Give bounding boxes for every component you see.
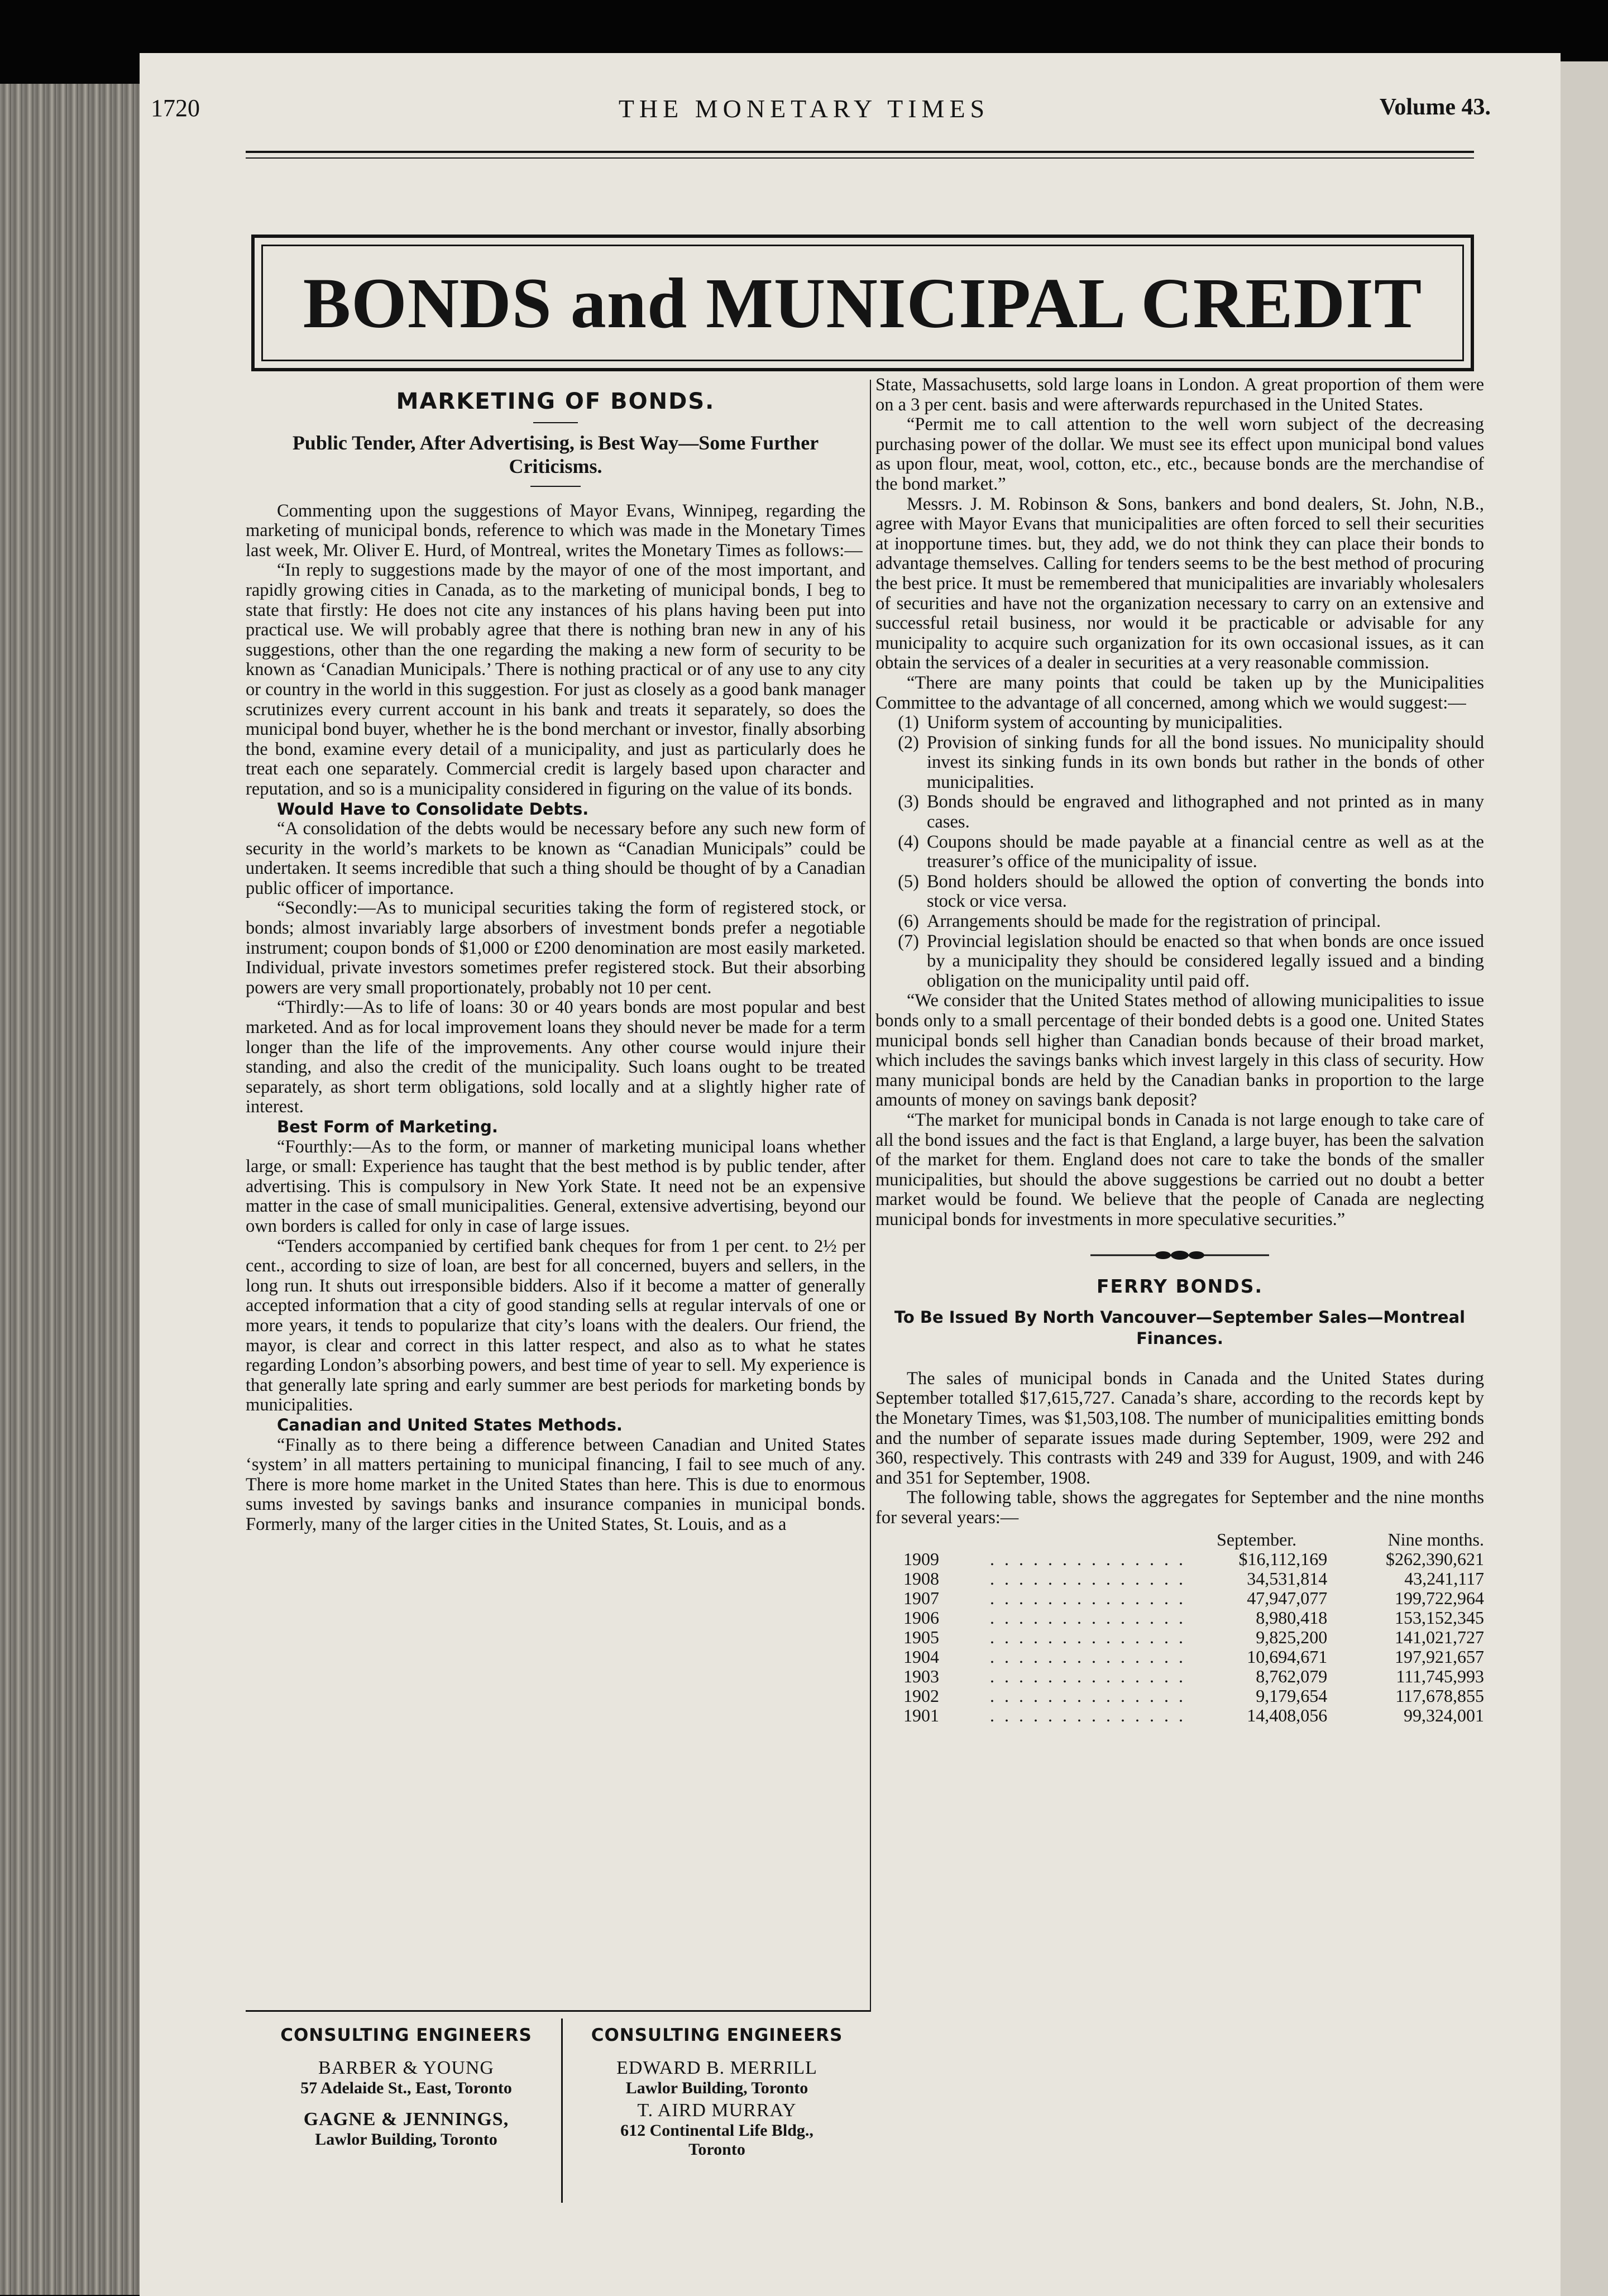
suggestion-list (875, 713, 1484, 991)
leader-dots: . . . . . . . . . . . . . . (990, 1706, 1186, 1726)
article-subtitle: To Be Issued By North Vancouver—September Sales—Montreal Finances. (894, 1307, 1466, 1348)
september-value: 8,762,079 (1256, 1666, 1328, 1687)
column-header-nine-months: Nine months. (1387, 1529, 1484, 1550)
leader-dots: . . . . . . . . . . . . . . (990, 1686, 1186, 1706)
paragraph: The following table, shows the aggregates for September and the nine months for several years:— (875, 1487, 1484, 1528)
september-value: 34,531,814 (1247, 1568, 1328, 1589)
paragraph: State, Massachusetts, sold large loans in London. A great proportion of them were on a 3 per cent. basis and were afterwards repurchased in the United States. (875, 375, 1484, 415)
leader-dots: . . . . . . . . . . . . . . (990, 1589, 1186, 1609)
ad-right (563, 2018, 871, 2203)
subheading: Canadian and United States Methods. (277, 1415, 623, 1434)
article-title: MARKETING OF BONDS. (396, 389, 715, 414)
nine-months-value: 197,921,657 (1395, 1647, 1484, 1667)
header-rule-thin (246, 157, 1474, 159)
september-value: 14,408,056 (1247, 1705, 1328, 1726)
subtitle-dash (530, 486, 581, 487)
paragraph: “The market for municipal bonds in Canada is not large enough to take care of all the bond issues and the fact is that England, a large buyer, has been the salvation of the market for them. England does not care to take the bonds of the smaller municipalities, but should the above suggestions be carried out no doubt a better market would be found. We believe that the people of Canada are neglecting municipal bonds for investments in more speculative securities.” (875, 1109, 1484, 1230)
list-item: (6) Arrangements should be made for the registration of principal. (898, 911, 1381, 932)
nine-months-value: 43,241,117 (1404, 1568, 1484, 1589)
nine-months-value: 199,722,964 (1395, 1588, 1484, 1609)
paragraph: The sales of municipal bonds in Canada and the United States during September totalled $17,615,727. Canada’s share, according to the records kept by the Monetary Times, was $1,503,108. The number of municipalities emitting bonds and the number of separate issues made during September, 1909, were 292 and 360, respectively. This contrasts with 249 and 339 for August, 1909, and with 246 and 351 for September, 1908. (875, 1368, 1484, 1488)
paragraph: “Finally as to there being a difference between Canadian and United States ‘system’ in all matters pertaining to municipal financing, I fail to see much of any. There is more home market in the United States than here. This is due to enormous sums invested by savings banks and insurance companies in municipal bonds. Formerly, many of the larger cities in the United States, St. Louis, and as a (246, 1434, 865, 1534)
year-cell: 1904 (903, 1647, 939, 1667)
year-cell: 1903 (903, 1666, 939, 1687)
leader-dots: . . . . . . . . . . . . . . (990, 1647, 1186, 1667)
ad-firm-name: BARBER & YOUNG (318, 2058, 494, 2078)
section-ornament (875, 1245, 1484, 1265)
september-value: 47,947,077 (1247, 1588, 1328, 1609)
ad-address: 612 Continental Life Bldg., (620, 2121, 813, 2140)
header-rule (246, 151, 1474, 153)
table-row (875, 1569, 1484, 1589)
ad-address: Lawlor Building, Toronto (315, 2130, 497, 2149)
paragraph: “In reply to suggestions made by the mayor of one of the most important, and rapidly growing cities in Canada, as to the marketing of municipal bonds, I beg to state that firstly: He does not cite any instances of his plans having been put into practical use. We will probably agree that there is nothing bran new in any of his suggestions, other than the one regarding the making a new form of security to be known as ‘Canadian Municipals.’ There is nothing practical or of any use to any city or country in the world in this suggestion. For just as closely as a good bank manager scrutinizes every current account in his bank and treats it separately, so does the municipal bond buyer, whether he is the bond merchant or investor, finally absorbing the bond, examine every detail of a municipality, and just as particularly does he treat each one separately. Commercial credit is largely based upon character and reputation, and so is a municipality considered in figuring on the value of its bonds. (246, 560, 865, 799)
september-value: 9,179,654 (1256, 1686, 1328, 1706)
september-value: $16,112,169 (1238, 1549, 1328, 1570)
table-row (875, 1549, 1484, 1569)
column-rule (870, 380, 871, 2010)
facing-page-edge (1555, 61, 1608, 2296)
advertisements (251, 2018, 871, 2203)
banner-title: BONDS and MUNICIPAL CREDIT (303, 264, 1423, 343)
list-item: (4) Coupons should be made payable at a financial centre as well as at the treasurer’s office of the municipality of issue. (898, 831, 1484, 872)
paragraph: “Thirdly:—As to life of loans: 30 or 40 years bonds are most popular and best marketed. And as for local improvement loans they should never be made for a term longer than the life of the improvements. Any other course would injure their standing, and also the credit of the municipality. Such loans ought to be treated separately, as short term obligations, sold locally and at a slightly higher rate of interest. (246, 997, 865, 1117)
ad-firm-name: T. AIRD MURRAY (637, 2100, 797, 2121)
ad-top-rule (246, 2010, 871, 2012)
table-row (875, 1608, 1484, 1628)
september-value: 10,694,671 (1247, 1647, 1328, 1667)
ornament-rule-icon (1090, 1250, 1269, 1261)
year-cell: 1902 (903, 1686, 939, 1706)
ad-firm-name: EDWARD B. MERRILL (616, 2058, 817, 2078)
list-item: (3) Bonds should be engraved and lithographed and not printed as in many cases. (898, 792, 1484, 833)
year-cell: 1909 (903, 1549, 939, 1570)
list-item: (7) Provincial legislation should be enacted so that when bonds are once issued by a municipality they should be considered legally issued and a binding obligation on the municipality until paid off. (898, 931, 1484, 991)
column-right (875, 375, 1484, 1725)
september-value: 8,980,418 (1256, 1608, 1328, 1628)
table-row (875, 1706, 1484, 1725)
year-cell: 1906 (903, 1608, 939, 1628)
table-row (875, 1686, 1484, 1706)
ad-firm-name: GAGNE & JENNINGS, (303, 2109, 509, 2130)
paragraph: “Permit me to call attention to the well worn subject of the decreasing purchasing power of the dollar. We must see its effect upon municipal bond values as upon flour, meat, wool, cotton, etc., etc., because bonds are the merchandise of the bond market.” (875, 414, 1484, 494)
leader-dots: . . . . . . . . . . . . . . (990, 1569, 1186, 1589)
ad-address: 57 Adelaide St., East, Toronto (300, 2079, 512, 2097)
nine-months-value: 153,152,345 (1395, 1608, 1484, 1628)
ad-left (251, 2018, 563, 2203)
september-value: 9,825,200 (1256, 1627, 1328, 1648)
ad-heading: CONSULTING ENGINEERS (280, 2025, 532, 2045)
ad-address: Lawlor Building, Toronto (625, 2079, 808, 2097)
paragraph: “Secondly:—As to municipal securities taking the form of registered stock, or bonds; almost invariably large absorbers of investment bonds prefer a negotiable instrument; coupon bonds of $1,000 or £200 denomination are most easily marketed. Individual, private investors sometimes prefer registered stock. But their absorbing powers are very small proportionately, probably not 10 per cent. (246, 898, 865, 998)
leader-dots: . . . . . . . . . . . . . . (990, 1667, 1186, 1687)
leader-dots: . . . . . . . . . . . . . . (990, 1628, 1186, 1648)
paragraph: “Fourthly:—As to the form, or manner of marketing municipal loans whether large, or small: Experience has taught that the best method is by public tender, after advertising. This is compulsory in New York State. It need not be an expensive matter in the case of small municipalities. General, extensive advertising, beyond our own borders is called for only in case of large issues. (246, 1136, 865, 1236)
paragraph: “There are many points that could be taken up by the Municipalities Committee to the advantage of all concerned, among which we would suggest:— (875, 672, 1484, 713)
paragraph: Messrs. J. M. Robinson & Sons, bankers and bond dealers, St. John, N.B., agree with Mayor Evans that municipalities are often forced to sell their securities at inopportune times. but, they add, we do not think they can place their bonds to advantage themselves. Calling for tenders seems to be the best method of procuring the best price. It must be remembered that municipalities are invariably wholesalers of securities and have not the organization necessary to carry on an extensive and successful retail business, nor would it be practicable or advisable for any municipality to acquire such organization for its own occasional issues, as it can obtain the services of a dealer in securities at a very reasonable commission. (875, 494, 1484, 673)
journal-title: THE MONETARY TIMES (618, 94, 990, 123)
running-header (0, 94, 1608, 144)
book-page-stack (0, 84, 145, 2295)
nine-months-value: 141,021,727 (1395, 1627, 1484, 1648)
paragraph: “Tenders accompanied by certified bank cheques for from 1 per cent. to 2½ per cent., according to size of loan, are best for all concerned, buyers and sellers, in the long run. It shuts out irresponsible bidders. Also if it become a matter of generally accepted information that a city of good standing sells at regular intervals of one or more years, it tends to popularize that city’s loans with the dealers. Our friend, the mayor, is clear and correct in this latter respect, and also as to what he states regarding London’s absorbing powers, and best time of year to sell. My experience is that generally late spring and early summer are best periods for marketing bonds by municipalities. (246, 1236, 865, 1415)
volume-label: Volume 43. (1379, 94, 1491, 120)
article-subtitle: Public Tender, After Advertising, is Best Way—Some Further Criticisms. (292, 431, 819, 477)
table-row (875, 1589, 1484, 1608)
ad-address: Toronto (688, 2140, 745, 2159)
list-item: (5) Bond holders should be allowed the option of converting the bonds into stock or vice versa. (898, 871, 1484, 912)
year-cell: 1905 (903, 1627, 939, 1648)
column-header-september: September. (1217, 1529, 1297, 1550)
leader-dots: . . . . . . . . . . . . . . (990, 1549, 1186, 1570)
year-cell: 1901 (903, 1705, 939, 1726)
subheading: Best Form of Marketing. (277, 1117, 498, 1136)
subheading: Would Have to Consolidate Debts. (277, 799, 589, 819)
nine-months-value: 99,324,001 (1404, 1705, 1484, 1726)
page-number: 1720 (151, 94, 200, 122)
paragraph: “A consolidation of the debts would be necessary before any such new form of security in the world’s markets to be known as “Canadian Municipals” could be undertaken. It seems incredible that such a thing should be thought of by a Canadian public officer of importance. (246, 819, 865, 898)
list-item: (2) Provision of sinking funds for all the bond issues. No municipality should invest its sinking funds in its own bonds but rather in the bonds of other municipalities. (898, 732, 1484, 792)
nine-months-value: 111,745,993 (1396, 1666, 1484, 1687)
table-row (875, 1667, 1484, 1686)
ad-heading: CONSULTING ENGINEERS (591, 2025, 843, 2045)
column-left (246, 389, 865, 1534)
list-item: (1) Uniform system of accounting by municipalities. (898, 712, 1283, 733)
table-header (875, 1530, 1484, 1549)
aggregates-table (875, 1530, 1484, 1725)
section-banner (251, 235, 1474, 371)
paragraph: Commenting upon the suggestions of Mayor Evans, Winnipeg, regarding the marketing of municipal bonds, reference to which was made in the Monetary Times last week, Mr. Oliver E. Hurd, of Montreal, writes the Monetary Times as follows:— (246, 500, 865, 561)
table-row (875, 1647, 1484, 1667)
year-cell: 1907 (903, 1588, 939, 1609)
title-dash (533, 422, 578, 423)
paragraph: “We consider that the United States method of allowing municipalities to issue bonds only to a small percentage of their bonded debts is a good one. United States municipal bonds sell higher than Canadian bonds because of their broad market, which includes the savings banks which invest largely in this class of security. How many municipal bonds are held by the Canadian banks in proportion to the large amounts of money on savings bank deposit? (875, 991, 1484, 1111)
table-row (875, 1628, 1484, 1647)
year-cell: 1908 (903, 1568, 939, 1589)
leader-dots: . . . . . . . . . . . . . . (990, 1608, 1186, 1628)
nine-months-value: $262,390,621 (1386, 1549, 1484, 1570)
nine-months-value: 117,678,855 (1395, 1686, 1484, 1706)
article-title: FERRY BONDS. (1096, 1275, 1263, 1298)
